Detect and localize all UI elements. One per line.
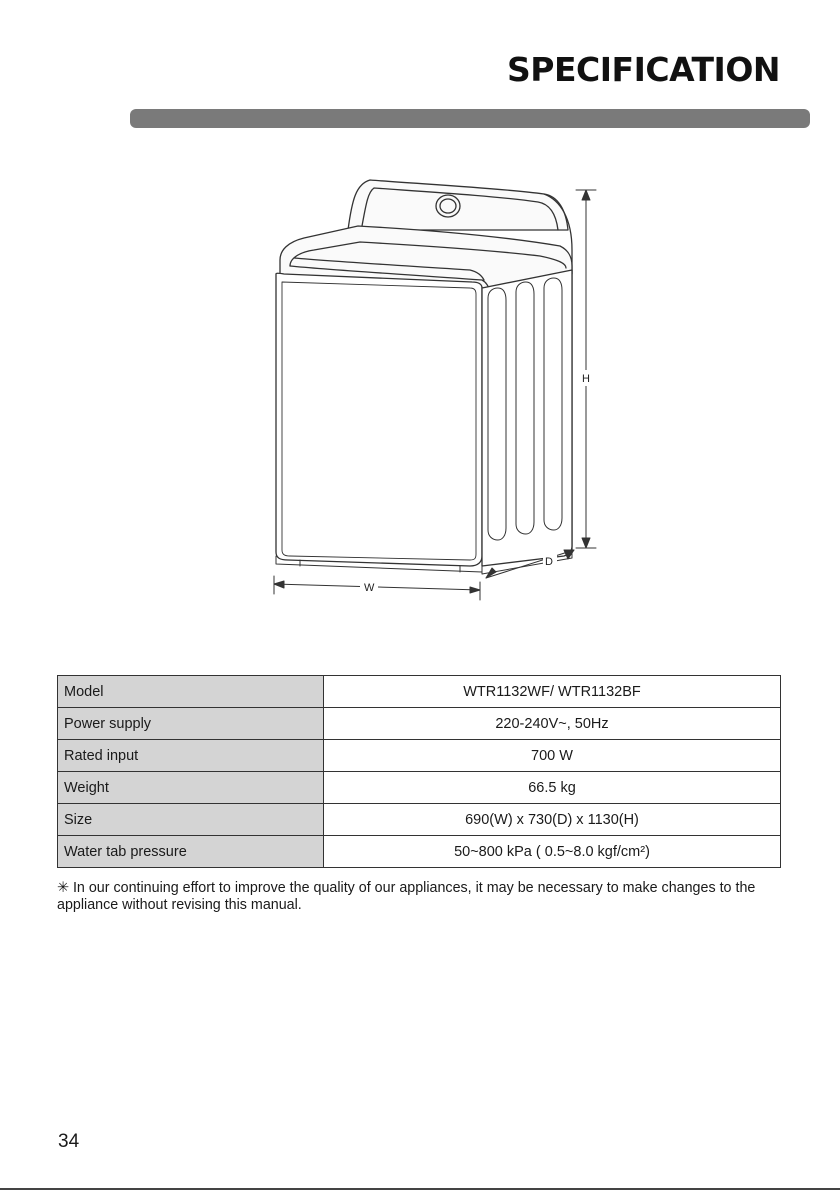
page-number: 34	[58, 1131, 80, 1152]
table-row	[58, 772, 781, 804]
spec-label: Rated input	[58, 740, 324, 772]
disclaimer-note: ✳ In our continuing effort to improve the quality of our appliances, it may be necessary to make changes to the appliance without revising this manual.	[57, 880, 756, 913]
spec-table	[57, 675, 781, 868]
spec-label: Size	[58, 804, 324, 836]
spec-value: 220-240V~, 50Hz	[324, 708, 781, 740]
washer-diagram	[260, 170, 610, 610]
spec-value: 66.5 kg	[324, 772, 781, 804]
width-label: W	[364, 582, 375, 594]
spec-value: WTR1132WF/ WTR1132BF	[324, 676, 781, 708]
spec-label: Model	[58, 676, 324, 708]
height-dimension	[576, 190, 596, 548]
spec-label: Water tab pressure	[58, 836, 324, 868]
depth-label: D	[545, 556, 553, 568]
spec-value: 690(W) x 730(D) x 1130(H)	[324, 804, 781, 836]
spec-value: 50~800 kPa ( 0.5~8.0 kgf/cm²)	[324, 836, 781, 868]
table-row	[58, 708, 781, 740]
spec-value: 700 W	[324, 740, 781, 772]
bottom-rule	[0, 1188, 840, 1190]
washer-side	[482, 270, 572, 574]
spec-label: Power supply	[58, 708, 324, 740]
table-row	[58, 804, 781, 836]
spec-label: Weight	[58, 772, 324, 804]
table-row	[58, 676, 781, 708]
washer-front	[276, 273, 482, 572]
table-row	[58, 740, 781, 772]
page-title: SPECIFICATION	[507, 50, 780, 89]
table-row	[58, 836, 781, 868]
header-bar	[130, 109, 810, 128]
height-label: H	[582, 373, 590, 385]
